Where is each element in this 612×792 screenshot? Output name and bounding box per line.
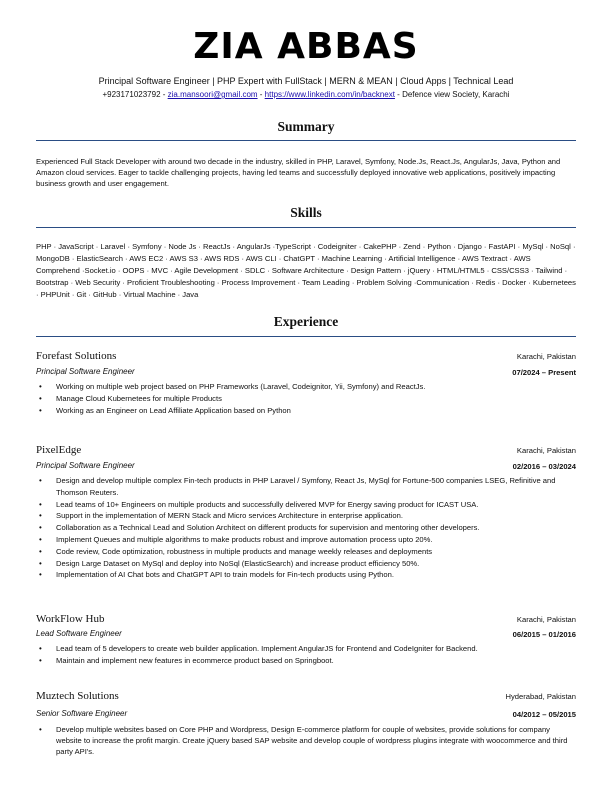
address: - Defence view Society, Karachi [394,90,510,99]
headline: Principal Software Engineer | PHP Expert with FullStack | MERN & MEAN | Cloud Apps | Technical Lead [98,76,514,86]
job-dates: 04/2012 – 05/2015 [512,710,576,719]
company-name: WorkFlow Hub [36,613,105,625]
job-location: Karachi, Pakistan [516,352,576,361]
list-item: • Maintain and implement new features in ecommerce product based on Springboot. [36,655,576,667]
experience-divider [36,336,576,337]
job-role: Principal Software Engineer [36,367,135,376]
list-item: • Lead teams of 10+ Engineers on multiple products and successfully delivered MVP for Energy saving product for ICAST USA. [36,499,576,511]
experience-heading: Experience [273,314,339,329]
job-bullets [36,724,576,757]
list-item: • Collaboration as a Technical Lead and Solution Architect on different products for supervision and mentoring other developers. [36,522,576,534]
list-item: • Working as an Engineer on Lead Affiliate Application based on Python [36,405,576,417]
skills-heading: Skills [290,205,322,220]
company-name: PixelEdge [36,444,82,456]
job-role: Lead Software Engineer [36,629,122,638]
list-item: • Code review, Code optimization, robustness in multiple products and manage weekly releases and deployments [36,546,576,558]
linkedin-link[interactable]: https://www.linkedin.com/in/backnext [264,90,395,99]
list-item: • Design Large Dataset on MySql and deploy into NoSql (ElasticSearch) and increase product efficiency 50%. [36,558,576,570]
contact-line [36,90,576,99]
job-bullets [36,381,576,418]
job-location: Karachi, Pakistan [516,615,576,624]
company-name: Muztech Solutions [36,690,119,702]
job-dates: 02/2016 – 03/2024 [512,462,576,471]
list-item: • Lead team of 5 developers to create web builder application. Implement AngularJS for Frontend and CodeIgniter for Backend. [36,643,576,655]
list-item: • Working on multiple web project based on PHP Frameworks (Laravel, Codeignitor, Yii, Symfony) and ReactJs. [36,381,576,393]
summary-text: Experienced Full Stack Developer with around two decade in the industry, skilled in PHP, Laravel, Symfony, Node.Js, React.Js, AngularJs, Java, Python and Amazon cloud services. Eager to tackle challenging projects, having led teams and successfully deployed innovative web applications, positively impacting business growth and user engagement. [36,157,561,189]
contact-separator: - [257,90,265,99]
list-item: • Implement Queues and multiple algorithms to make products robust and improve automation process upto 20%. [36,534,576,546]
job-role: Principal Software Engineer [36,461,135,470]
candidate-name: ZIA ABBAS [193,26,419,67]
job-dates: 07/2024 – Present [512,368,576,377]
list-item: • Develop multiple websites based on Core PHP and Wordpress, Design E-commerce platform for couple of websites, provide solutions for company website to increase the profit margin. Create jQuery based SAP website and develop couple of wordpress plugins integrate with woocommerce and third party API's. [36,724,576,757]
summary-heading: Summary [277,119,335,134]
job-bullets [36,643,576,667]
summary-divider [36,140,576,141]
skills-divider [36,227,576,228]
company-name: Forefast Solutions [36,350,117,362]
list-item: • Manage Cloud Kubernetees for multiple Products [36,393,576,405]
list-item: • Support in the implementation of MERN Stack and Micro services Architecture in enterprise application. [36,510,576,522]
skills-text: PHP · JavaScript · Laravel · Symfony · Node Js · ReactJs · AngularJs ·TypeScript · Codeigniter · CakePHP · Zend · Python · Django · FastAPI · MySql · NoSql · MongoDB · ElasticSearch · AWS EC2 · AWS S3 · AWS RDS · AWS CLI · ChatGPT · Machine Learning · Artificial Intelligence · AWS Textract · AWS Comprehend ·Socket.io · OOPS · MVC · Agile Development · SDLC · Software Architecture · Design Pattern · jQuery · HTML/HTML5 · CSS/CSS3 · Tailwind · Bootstrap · Web Security · Proficient Troubleshooting · Process Improvement · Team Leading · Problem Solving ·Communication · Redis · Docker · Kubernetees · PHPUnit · Git · GitHub · Virtual Machine · Java [36,242,576,300]
job-location: Hyderabad, Pakistan [505,692,576,701]
job-role: Senior Software Engineer [36,709,128,718]
list-item: • Design and develop multiple complex Fin-tech products in PHP Laravel / Symfony, React Js, MySql for Fortune-500 companies LSEG, Refinitive and Thomson Reuters. [36,475,576,499]
phone-number: +923171023792 - [102,90,168,99]
email-link[interactable]: zia.mansoori@gmail.com [167,90,258,99]
list-item: • Implementation of AI Chat bots and ChatGPT API to train models for Fin-tech products using Python. [36,569,576,581]
job-dates: 06/2015 – 01/2016 [512,630,576,639]
job-bullets [36,475,576,581]
job-location: Karachi, Pakistan [516,446,576,455]
